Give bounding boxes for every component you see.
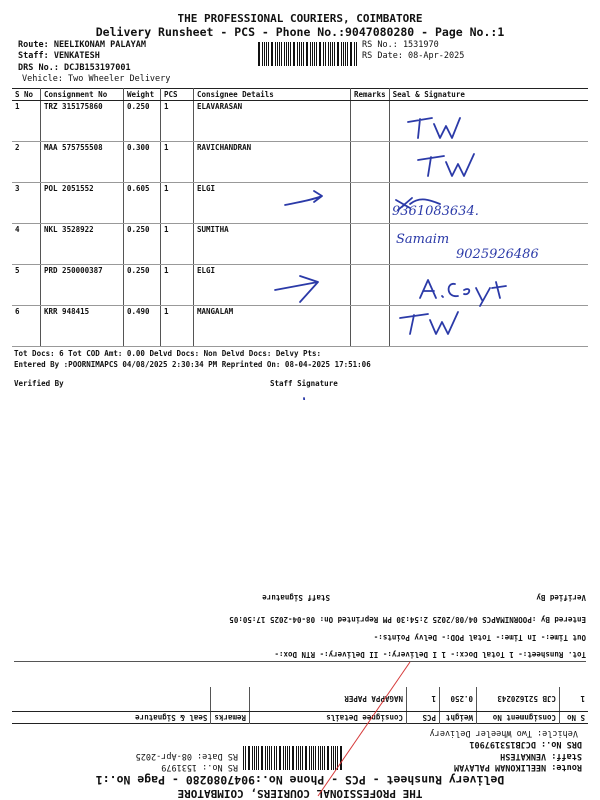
cell-pcs: 1 [161,265,194,306]
cell-pcs: 1 [161,183,194,224]
cell-consignee: RAVICHANDRAN [194,142,351,183]
bleed-verified-by-label: Verified By [536,593,586,602]
bleed-company-title: THE PROFESSIONAL COURIERS, COIMBATORE [177,787,423,800]
bleed-staff-label: Staff: VENKATESH [500,751,582,761]
col-sno: S No [12,89,41,101]
cell-weight: 0.250 [124,265,161,306]
cell-pcs: 1 [161,224,194,265]
cell-sno: 5 [12,265,41,306]
bleed-col-sno: S No [560,712,589,724]
bleed-staff-signature-label: Staff Signature [262,593,330,602]
rs-number: RS No.: 1531970 [362,40,439,50]
cell-sno: 3 [12,183,41,224]
staff-label: Staff: VENKATESH [18,51,100,61]
cell-weight: 0.490 [124,306,161,347]
cell-pcs: 1 [161,101,194,142]
cell-consignment: MAA 575755508 [41,142,124,183]
col-seal-signature: Seal & Signature [389,89,588,101]
route-label: Route: NEELIKONAM PALAYAM [18,40,146,50]
cell-consignee: ELAVARASAN [194,101,351,142]
cell-pcs: 1 [161,306,194,347]
cell-sno: 4 [12,224,41,265]
bleed-cell-pcs: 1 [407,687,440,712]
bleed-col-seal-signature: Seal & Signature [12,712,211,724]
rs-date: RS Date: 08-Apr-2025 [362,51,465,61]
staff-signature-label: Staff Signature [270,379,338,388]
col-consignee: Consignee Details [194,89,351,101]
cell-pcs: 1 [161,142,194,183]
bleed-col-consignment: Consignment No [477,712,560,724]
handwritten-phone-row3: 9361083634. [392,204,479,219]
handwritten-name-row4: Samaim [396,232,450,247]
cell-sno: 1 [12,101,41,142]
bleed-entered-by-line: Entered By :POORNIMAPCS 04/08/2025 2:54:30 PM Reprinted On: 08-04-2025 17:50:05 [229,615,586,624]
cell-consignee: ELGI [194,183,351,224]
bleed-cell-consignee: NAGAPPA PAPER [250,687,407,712]
verified-by-label: Verified By [14,379,64,388]
drs-label: DRS No.: DCJB153197001 [18,63,131,73]
col-remarks: Remarks [351,89,390,101]
bleed-out-time-line: Out Time:- In Time:- Total POD:- Delvy Points:- [373,633,586,642]
bleed-rs-date: RS Date: 08-Apr-2025 [135,751,238,761]
cell-consignment: NKL 3528922 [41,224,124,265]
col-weight: Weight [124,89,161,101]
bleed-col-remarks: Remarks [211,712,250,724]
bleed-col-pcs: PCS [407,712,440,724]
runsheet-subtitle: Delivery Runsheet - PCS - Phone No.:9047080280 - Page No.:1 [95,25,505,39]
entered-by-line: Entered By :POORNIMAPCS 04/08/2025 2:30:34 PM Reprinted On: 08-04-2025 17:51:06 [14,360,371,369]
cell-consignment: POL 2051552 [41,183,124,224]
bleed-cell-weight: 0.250 [440,687,477,712]
cell-weight: 0.605 [124,183,161,224]
totals-line: Tot Docs: 6 Tot COD Amt: 0.00 Delvd Docs: Non Delvd Docs: Delvy Pts: [14,349,322,358]
bleed-col-consignee: Consignee Details [250,712,407,724]
bleed-col-weight: Weight [440,712,477,724]
cell-consignee: SUMITHA [194,224,351,265]
cell-consignee: MANGALAM [194,306,351,347]
cell-consignment: TRZ 315175860 [41,101,124,142]
company-title: THE PROFESSIONAL COURIERS, COIMBATORE [177,12,423,25]
cell-consignment: KRR 948415 [41,306,124,347]
cell-sno: 2 [12,142,41,183]
bleed-runsheet-subtitle: Delivery Runsheet - PCS - Phone No.:9047080280 - Page No.:1 [95,773,505,787]
bleed-drs-label: DRS No.: DCJB153197901 [469,739,582,749]
vehicle-label: Vehicle: Two Wheeler Delivery [22,74,171,84]
cell-weight: 0.250 [124,224,161,265]
cell-consignment: PRD 250000387 [41,265,124,306]
cell-weight: 0.300 [124,142,161,183]
bleed-rs-number: RS No.: 1531979 [161,762,238,772]
bleed-totals-line: Tot. Runsheet:- 1 Total Docx:- 1 I Delivery:- II Delivery:- RTN Dox:- [14,650,586,662]
bleed-cell-sno: 1 [580,694,585,704]
bleed-cell-consignment: CJB 521620243 [477,687,560,712]
col-consignment: Consignment No [41,89,124,101]
handwritten-phone-row4: 9025926486 [456,247,539,262]
cell-sno: 6 [12,306,41,347]
bleed-vehicle-label: Vehicle: Two Wheeler Delivery [429,728,578,738]
bleed-route-label: Route: NEELIKONAM PALAYAM [454,762,582,772]
col-pcs: PCS [161,89,194,101]
cell-weight: 0.250 [124,101,161,142]
cell-consignee: ELGI [194,265,351,306]
